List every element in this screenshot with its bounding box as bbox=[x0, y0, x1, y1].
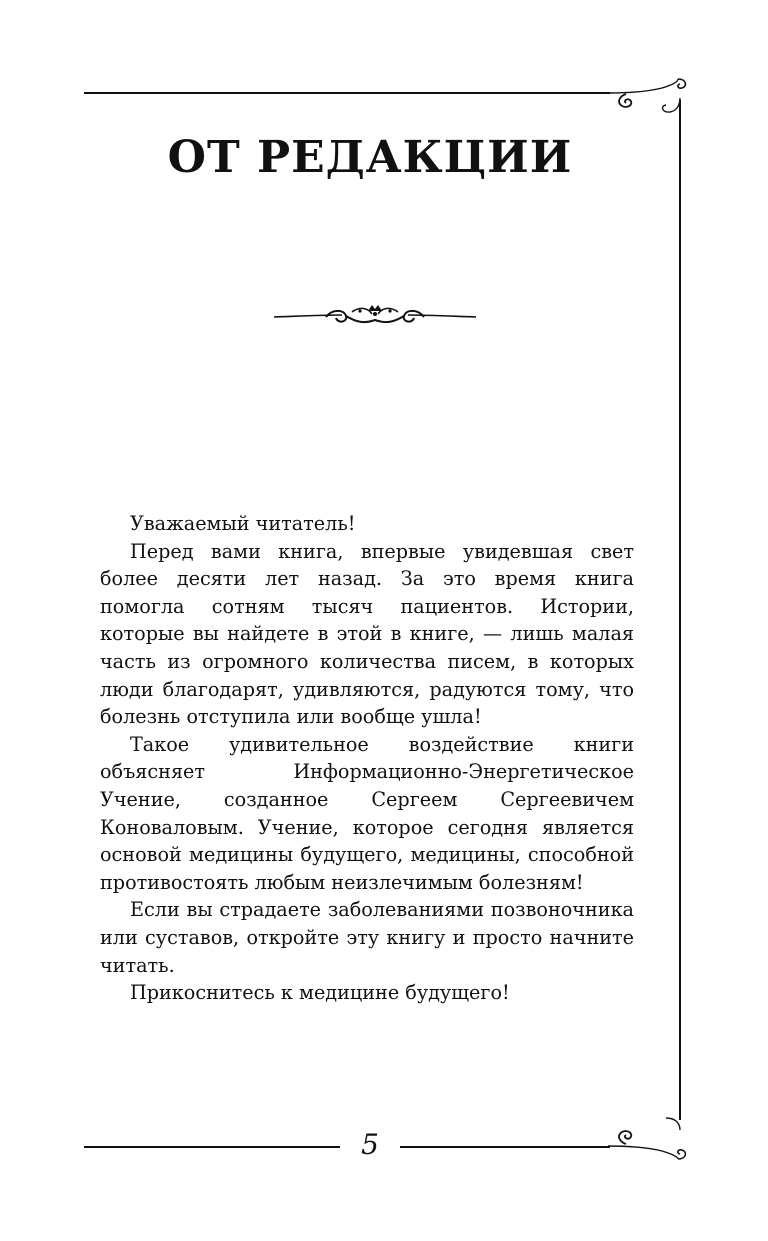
frame-top-rule bbox=[84, 92, 610, 94]
page-title: ОТ РЕДАКЦИИ bbox=[167, 132, 573, 183]
editorial-text bbox=[100, 510, 634, 1007]
paragraph-invitation: Если вы страдаете заболеваниями позвоночника или суставов, откройте эту книгу и просто начните читать. bbox=[100, 898, 634, 977]
paragraph-greeting: Уважаемый читатель! bbox=[130, 512, 356, 535]
page-number: 5 bbox=[361, 1128, 379, 1161]
paragraph-teaching: Такое удивительное воздействие книги объясняет Информационно-Энергетическое Учение, созданное Сергеем Сергеевичем Коноваловым. Учение, которое сегодня является основой медицины будущего, медицины, способной противостоять любым неизлечимым болезням! bbox=[100, 732, 634, 894]
frame-bottom-rule-left bbox=[84, 1146, 340, 1148]
frame-right-rule bbox=[679, 100, 681, 1120]
top-corner-scroll-curl-icon bbox=[606, 76, 690, 116]
paragraph-closing: Прикоснитесь к медицине будущего! bbox=[130, 981, 510, 1005]
fleuron-divider-icon bbox=[272, 298, 478, 332]
bottom-corner-scroll-curl-icon bbox=[606, 1116, 690, 1162]
frame-bottom-rule-right bbox=[400, 1146, 610, 1148]
paragraph-book-intro: Перед вами книга, впервые увидевшая свет более десяти лет назад. За это время книга помогла сотням тысяч пациентов. Истории, которые вы найдете в этой в книге, — лишь малая часть из огромного количества писем, в которых люди благодарят, удивляются, радуются тому, что болезнь отступила или вообще ушла! bbox=[100, 539, 634, 729]
